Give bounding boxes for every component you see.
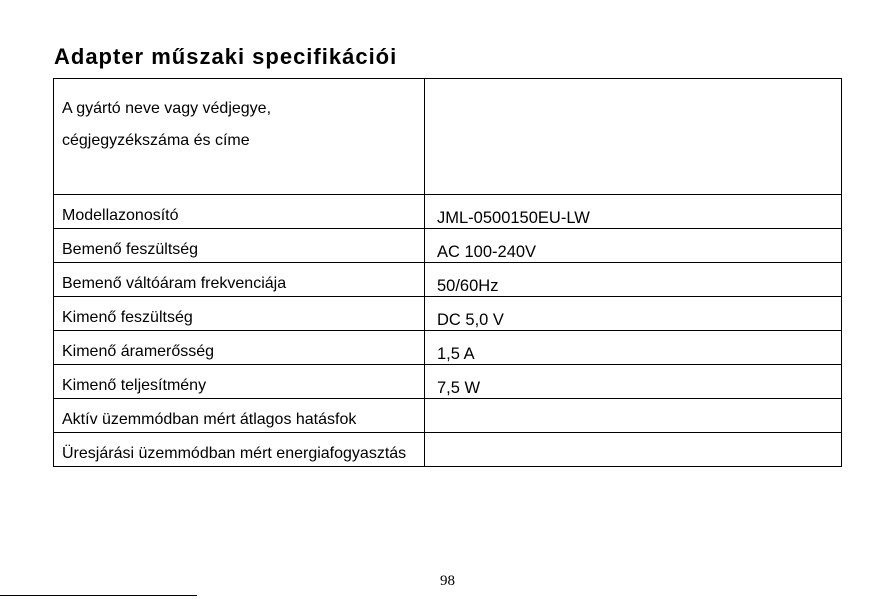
output-current-label: Kimenő áramerősség bbox=[54, 331, 425, 365]
table-row bbox=[54, 331, 842, 365]
table-row bbox=[54, 433, 842, 467]
model-value: JML-0500150EU-LW bbox=[425, 195, 842, 229]
footer-rule bbox=[0, 595, 197, 596]
input-frequency-label: Bemenő váltóáram frekvenciája bbox=[54, 263, 425, 297]
output-voltage-label: Kimenő feszültség bbox=[54, 297, 425, 331]
model-label: Modellazonosító bbox=[54, 195, 425, 229]
output-power-value: 7,5 W bbox=[425, 365, 842, 399]
output-power-label: Kimenő teljesítmény bbox=[54, 365, 425, 399]
table-row bbox=[54, 195, 842, 229]
manufacturer-label-line1: A gyártó neve vagy védjegye, bbox=[62, 100, 272, 117]
input-frequency-value: 50/60Hz bbox=[425, 263, 842, 297]
footer-artifact bbox=[200, 592, 590, 597]
table-row bbox=[54, 365, 842, 399]
table-row bbox=[54, 297, 842, 331]
average-efficiency-label: Aktív üzemmódban mért átlagos hatásfok bbox=[54, 399, 425, 433]
input-voltage-label: Bemenő feszültség bbox=[54, 229, 425, 263]
no-load-consumption-value bbox=[425, 433, 842, 467]
output-current-value: 1,5 A bbox=[425, 331, 842, 365]
table-row bbox=[54, 263, 842, 297]
table-row bbox=[54, 229, 842, 263]
manufacturer-value-cell bbox=[425, 79, 842, 195]
page-title: Adapter műszaki specifikációi bbox=[54, 44, 398, 69]
table-row bbox=[54, 79, 842, 195]
output-voltage-value: DC 5,0 V bbox=[425, 297, 842, 331]
manufacturer-label-line2: cégjegyzékszáma és címe bbox=[62, 132, 250, 149]
spec-table bbox=[53, 78, 842, 467]
table-row bbox=[54, 399, 842, 433]
input-voltage-value: AC 100-240V bbox=[425, 229, 842, 263]
manufacturer-label-cell bbox=[54, 79, 425, 195]
no-load-consumption-label: Üresjárási üzemmódban mért energiafogyasztás bbox=[54, 433, 425, 467]
average-efficiency-value bbox=[425, 399, 842, 433]
page-number: 98 bbox=[440, 573, 455, 589]
